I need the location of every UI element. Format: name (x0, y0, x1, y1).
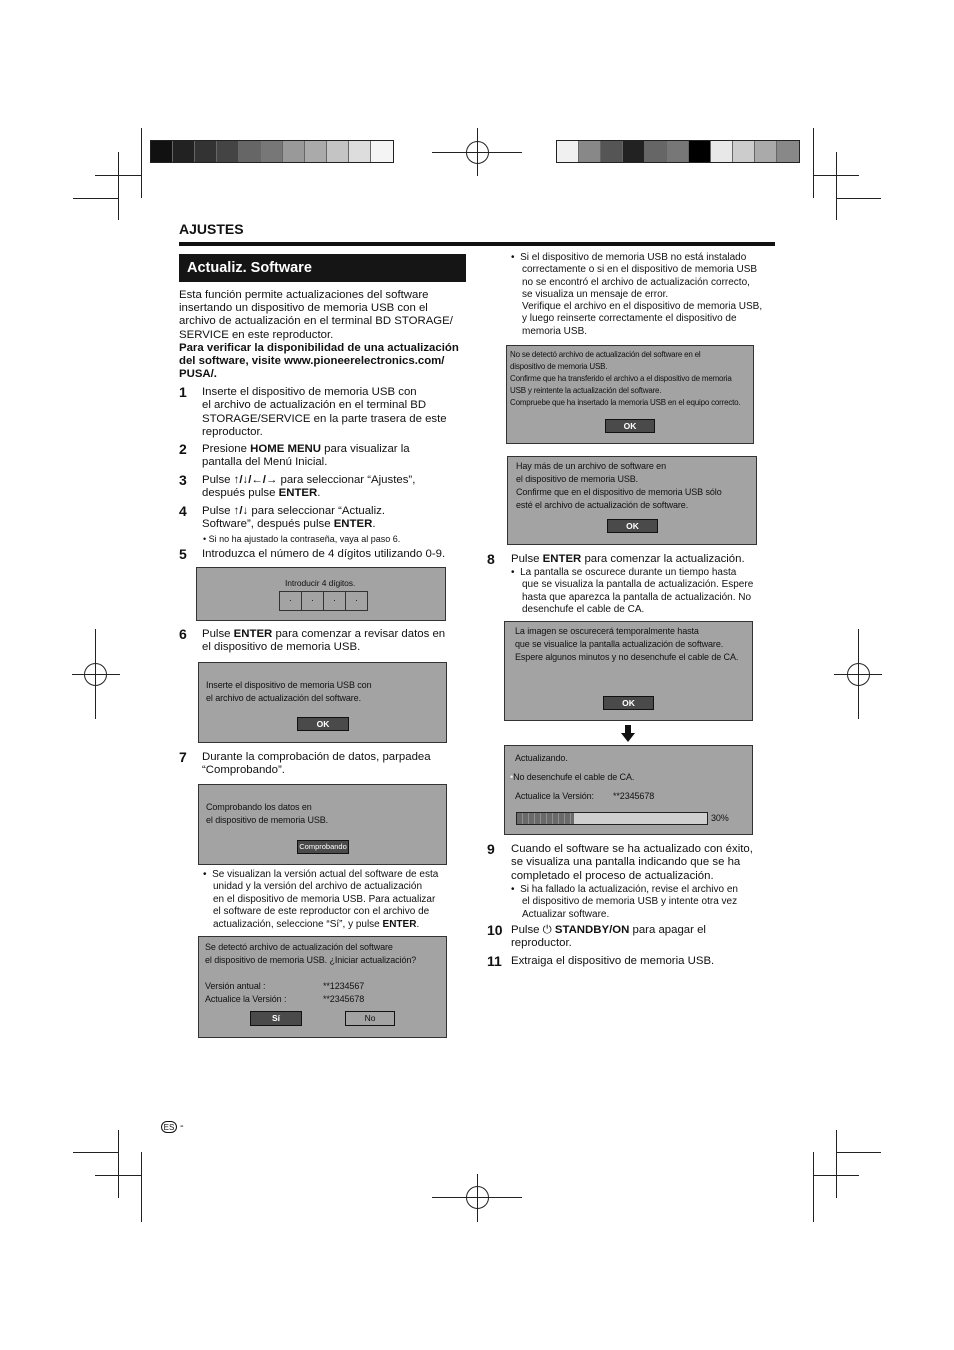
step-7-note: • Se visualizan la versión actual del software de esta unidad y la versión del archivo de actualización en el dispositivo de memoria USB. Para actualizar el software de este reproductor con el archivo de actualización, seleccione “Sí”, y pulse ENTER. (203, 869, 439, 930)
confirm-update-screen: Se detectó archivo de actualización del software el dispositivo de memoria USB. ¿Iniciar actualización? Versión antual : **1234567 Actualice la Versión : **2345678 Sí No (198, 936, 447, 1038)
yes-button[interactable]: Sí (250, 1011, 302, 1026)
right-bar-swatch-9 (733, 141, 755, 162)
pin-digit-3[interactable]: · (324, 592, 346, 610)
left-bar-swatch-1 (151, 141, 173, 162)
step-3-text: Pulse ↑/↓/←/→ para seleccionar “Ajustes”, después pulse ENTER. (202, 474, 416, 500)
step-9-note: • Si ha fallado la actualización, revise el archivo en el dispositivo de memoria USB y intente otra vez Actualizar software. (511, 884, 738, 920)
multiple-files-screen: Hay más de un archivo de software en el dispositivo de memoria USB. Confirme que en el dispositivo de memoria USB sólo esté el archivo de actualización de software. OK (507, 456, 757, 545)
left-bar-swatch-11 (371, 141, 393, 162)
color-calibration-bar-right (556, 140, 800, 163)
ok-button[interactable]: OK (607, 519, 658, 533)
right-bar-swatch-11 (777, 141, 799, 162)
step-8-text: Pulse ENTER para comenzar la actualización. (511, 553, 745, 565)
progress-percent: 30% (711, 813, 729, 823)
ok-button[interactable]: OK (603, 696, 654, 710)
color-calibration-bar-left (150, 140, 394, 163)
step-1-text: Inserte el dispositivo de memoria USB con el archivo de actualización en el terminal BD STORAGE/SERVICE en la parte trasera de este reproductor. (202, 386, 447, 439)
arrow-keys-icon: ↑/↓/←/→ (233, 474, 278, 486)
language-badge: ES (161, 1121, 177, 1133)
page-number-dash: - (180, 1120, 184, 1132)
right-bar-swatch-3 (601, 141, 623, 162)
right-bar-swatch-8 (711, 141, 733, 162)
step-10-text: Pulse ⏻ STANDBY/ON para apagar el reproductor. (511, 924, 706, 950)
left-bar-swatch-3 (195, 141, 217, 162)
updating-screen: Actualizando. •No desenchufe el cable de CA. Actualice la Versión: **2345678 30% (504, 745, 753, 835)
step-7-number: 7 (179, 749, 187, 765)
no-update-file-screen: No se detectó archivo de actualización del software en el dispositivo de memoria USB. Confirme que ha transferido el archivo a el dispositivo de memoria USB y reintente la actualización del software. Compruebe que ha insertado la memoria USB en el equipo correcto. OK (506, 345, 754, 444)
right-bar-swatch-1 (557, 141, 579, 162)
pin-digit-4[interactable]: · (355, 595, 358, 605)
bullet-icon: • (510, 772, 514, 782)
left-bar-swatch-10 (349, 141, 371, 162)
pin-entry-screen: Introducir 4 dígitos. · · · · (196, 567, 446, 621)
right-bar-swatch-2 (579, 141, 601, 162)
step-8-note: • La pantalla se oscurece durante un tiempo hasta que se visualiza la pantalla de actualización. Espere hasta que aparezca la pantalla de actualización. No desenchufe el cable de CA. (511, 567, 754, 615)
error-note: • Si el dispositivo de memoria USB no está instalado correctamente o si en el dispositivo de memoria USB no se encontró el archivo de actualización correcto, se visualiza un mensaje de error. Verifique el archivo en el dispositivo de memoria USB, y luego reinserte correctamente el dispositivo de memoria USB. (511, 252, 763, 337)
step-9-number: 9 (487, 841, 495, 857)
right-bar-swatch-5 (645, 141, 667, 162)
insert-usb-screen: Inserte el dispositivo de memoria USB con el archivo de actualización del software. OK (198, 662, 447, 743)
step-1-number: 1 (179, 384, 187, 400)
no-button[interactable]: No (345, 1011, 395, 1026)
left-bar-swatch-8 (305, 141, 327, 162)
ok-button[interactable]: OK (297, 717, 349, 731)
step-7-text: Durante la comprobación de datos, parpadea “Comprobando”. (202, 751, 431, 777)
step-9-text: Cuando el software se ha actualizado con éxito, se visualiza una pantalla indicando que se ha completado el proceso de actualización. (511, 843, 753, 882)
left-bar-swatch-5 (239, 141, 261, 162)
pin-digit-2[interactable]: · (302, 592, 324, 610)
down-arrow-icon (621, 725, 635, 742)
right-bar-swatch-4 (623, 141, 645, 162)
step-4-number: 4 (179, 503, 187, 519)
step-11-number: 11 (487, 953, 502, 969)
step-10-number: 10 (487, 922, 503, 938)
checking-screen: Comprobando los datos en el dispositivo de memoria USB. Comprobando (198, 784, 447, 865)
pin-digit-fields[interactable] (279, 591, 368, 611)
ok-button[interactable]: OK (605, 419, 655, 433)
step-11-text: Extraiga el dispositivo de memoria USB. (511, 955, 715, 967)
left-bar-swatch-9 (327, 141, 349, 162)
right-bar-swatch-10 (755, 141, 777, 162)
up-down-arrow-icon: ↑/↓ (233, 505, 249, 517)
left-bar-swatch-7 (283, 141, 305, 162)
step-3-number: 3 (179, 472, 187, 488)
step-6-text: Pulse ENTER para comenzar a revisar datos en el dispositivo de memoria USB. (202, 628, 446, 654)
banner-title: Actualiz. Software (179, 254, 466, 282)
checking-indicator: Comprobando (297, 840, 349, 854)
progress-fill (517, 813, 574, 824)
section-title: AJUSTES (179, 221, 244, 237)
right-bar-swatch-6 (667, 141, 689, 162)
power-icon: ⏻ (542, 924, 552, 936)
pin-digit-1[interactable]: · (280, 592, 302, 610)
step-5-text: Introduzca el número de 4 dígitos utilizando 0-9. (202, 548, 446, 560)
header-rule (179, 242, 775, 246)
progress-bar (516, 812, 708, 825)
left-bar-swatch-4 (217, 141, 239, 162)
step-2-number: 2 (179, 441, 187, 457)
step-5-number: 5 (179, 546, 187, 562)
step-2-text: Presione HOME MENU para visualizar la pantalla del Menú Inicial. (202, 443, 410, 469)
step-4-note: • Si no ha ajustado la contraseña, vaya al paso 6. (203, 534, 401, 544)
left-bar-swatch-2 (173, 141, 195, 162)
step-6-number: 6 (179, 626, 187, 642)
step-4-text: Pulse ↑/↓ para seleccionar “Actualiz. Software”, después pulse ENTER. (202, 505, 385, 531)
intro: Esta función permite actualizaciones del software insertando un dispositivo de memoria USB con el archivo de actualización en el terminal BD STORAGE/ SERVICE en este reproductor. Para verificar la disponibilidad de una actualización del software, visite www.pioneerelectronics.com/ PUSA/. (179, 289, 459, 381)
left-bar-swatch-6 (261, 141, 283, 162)
right-bar-swatch-7 (689, 141, 711, 162)
step-8-number: 8 (487, 551, 495, 567)
darkening-notice-screen: La imagen se oscurecerá temporalmente hasta que se visualice la pantalla actualización de software. Espere algunos minutos y no desenchufe el cable de CA. OK (504, 621, 753, 721)
